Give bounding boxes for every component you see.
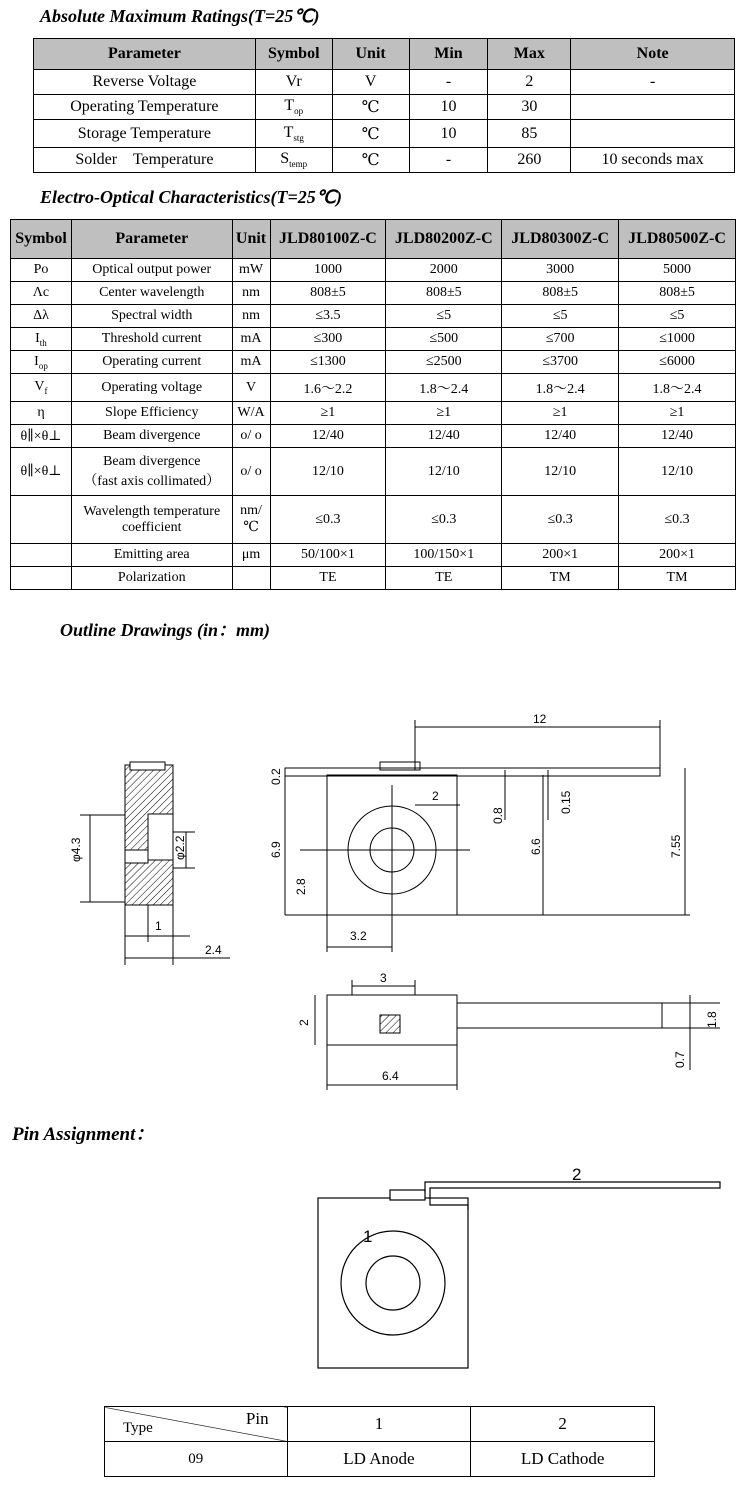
table-row bbox=[34, 95, 735, 120]
cell: mW bbox=[232, 259, 270, 282]
table-row bbox=[11, 328, 736, 351]
cell: o/ o bbox=[232, 448, 270, 496]
cell: 808±5 bbox=[619, 282, 736, 305]
type-pin-header-cell bbox=[105, 1407, 288, 1442]
cell bbox=[71, 448, 232, 496]
header-model: JLD80200Z-C bbox=[386, 220, 502, 259]
cell: 2 bbox=[488, 70, 571, 95]
symbol-main: I bbox=[34, 353, 39, 369]
table-row bbox=[11, 282, 736, 305]
cell: V bbox=[232, 374, 270, 402]
symbol-sub: f bbox=[44, 385, 48, 396]
table-row bbox=[105, 1407, 655, 1442]
dim-label: 12 bbox=[533, 712, 547, 726]
dim-label: 6.4 bbox=[382, 1069, 399, 1083]
cell: nm bbox=[232, 282, 270, 305]
eo-table bbox=[10, 219, 736, 590]
cell bbox=[571, 95, 735, 120]
header-parameter: Parameter bbox=[34, 39, 256, 70]
pin-assignment-table bbox=[104, 1406, 655, 1477]
type-label: Type bbox=[123, 1420, 153, 1436]
cell: - bbox=[409, 70, 488, 95]
cell: ≤300 bbox=[270, 328, 386, 351]
header-model: JLD80300Z-C bbox=[502, 220, 619, 259]
cell: 12/40 bbox=[270, 425, 386, 448]
symbol-main: S bbox=[280, 150, 290, 168]
symbol-main: V bbox=[34, 379, 45, 395]
cell: 1000 bbox=[270, 259, 386, 282]
cell: 12/40 bbox=[386, 425, 502, 448]
cell: μm bbox=[232, 544, 270, 567]
pin-label-2: 2 bbox=[572, 1165, 582, 1184]
table-row bbox=[11, 374, 736, 402]
dim-label: 1 bbox=[155, 919, 162, 933]
cell: Λc bbox=[11, 282, 72, 305]
cell: 808±5 bbox=[386, 282, 502, 305]
cell: 12/40 bbox=[619, 425, 736, 448]
param-line: Wavelength temperature bbox=[83, 503, 221, 519]
symbol-main: T bbox=[284, 97, 295, 115]
dim-label: 0.2 bbox=[269, 768, 283, 785]
cell: ≤700 bbox=[502, 328, 619, 351]
cell: ℃ bbox=[332, 95, 409, 120]
cell bbox=[11, 496, 72, 544]
table-row bbox=[105, 1442, 655, 1477]
cell bbox=[11, 544, 72, 567]
cell: 09 bbox=[105, 1442, 288, 1477]
cell: ≥1 bbox=[386, 402, 502, 425]
dim-label: 1.8 bbox=[705, 1011, 719, 1028]
cell: 50/100×1 bbox=[270, 544, 386, 567]
cell: 12/10 bbox=[502, 448, 619, 496]
cell bbox=[11, 351, 72, 374]
cell: TM bbox=[502, 567, 619, 590]
dim-label: 2 bbox=[297, 1019, 311, 1026]
dim-label: 0.7 bbox=[673, 1051, 687, 1068]
symbol-sub: op bbox=[38, 360, 48, 371]
cell: 3000 bbox=[502, 259, 619, 282]
param-line: Beam divergence bbox=[103, 453, 201, 469]
dim-label: 2.8 bbox=[294, 878, 308, 895]
cell: 85 bbox=[488, 120, 571, 148]
header-model: JLD80500Z-C bbox=[619, 220, 736, 259]
symbol-main: I bbox=[35, 330, 40, 346]
cell: 808±5 bbox=[502, 282, 619, 305]
cell: θ∥×θ⊥ bbox=[11, 448, 72, 496]
cell: ≤1300 bbox=[270, 351, 386, 374]
cell: Optical output power bbox=[71, 259, 232, 282]
cell: 1.8～2.4 bbox=[619, 374, 736, 402]
pin-drawing bbox=[0, 1160, 750, 1380]
cell: ≥1 bbox=[619, 402, 736, 425]
header-min: Min bbox=[409, 39, 488, 70]
cell: Center wavelength bbox=[71, 282, 232, 305]
cell: ≥1 bbox=[502, 402, 619, 425]
header-unit: Unit bbox=[332, 39, 409, 70]
cell: ≤5 bbox=[386, 305, 502, 328]
table-row bbox=[11, 351, 736, 374]
dim-label: 3 bbox=[380, 971, 387, 985]
cell bbox=[11, 567, 72, 590]
symbol-sub: th bbox=[39, 337, 47, 348]
cell: ≤2500 bbox=[386, 351, 502, 374]
cell bbox=[255, 95, 332, 120]
bottom-view-drawing bbox=[315, 980, 720, 1090]
table-row bbox=[34, 120, 735, 148]
table-row bbox=[11, 259, 736, 282]
cell: 12/10 bbox=[386, 448, 502, 496]
cell: ≤1000 bbox=[619, 328, 736, 351]
cell: Spectral width bbox=[71, 305, 232, 328]
cell: 2000 bbox=[386, 259, 502, 282]
header-symbol: Symbol bbox=[11, 220, 72, 259]
cell: TE bbox=[386, 567, 502, 590]
cell: Emitting area bbox=[71, 544, 232, 567]
cell: Reverse Voltage bbox=[34, 70, 256, 95]
header-note: Note bbox=[571, 39, 735, 70]
cell: Beam divergence bbox=[71, 425, 232, 448]
cell: TE bbox=[270, 567, 386, 590]
cell: ≤5 bbox=[619, 305, 736, 328]
cell: Solder Temperature bbox=[34, 148, 256, 173]
table-row bbox=[11, 425, 736, 448]
cell bbox=[255, 148, 332, 173]
cell: Operating current bbox=[71, 351, 232, 374]
table-row bbox=[11, 544, 736, 567]
cell: Operating Temperature bbox=[34, 95, 256, 120]
cell: mA bbox=[232, 351, 270, 374]
cell: o/ o bbox=[232, 425, 270, 448]
cell: ≤0.3 bbox=[619, 496, 736, 544]
outline-drawing bbox=[0, 690, 750, 1110]
dim-label: φ4.3 bbox=[69, 837, 83, 862]
cell bbox=[232, 567, 270, 590]
cell: ≤6000 bbox=[619, 351, 736, 374]
param-line: （fast axis collimated） bbox=[83, 473, 221, 489]
cell: 5000 bbox=[619, 259, 736, 282]
cell: η bbox=[11, 402, 72, 425]
cell: ℃ bbox=[332, 120, 409, 148]
cell: W/A bbox=[232, 402, 270, 425]
cell: 808±5 bbox=[270, 282, 386, 305]
dim-label: 7.55 bbox=[669, 834, 683, 858]
dim-label: 0.15 bbox=[559, 790, 573, 814]
cell: V bbox=[332, 70, 409, 95]
cell: nm bbox=[232, 305, 270, 328]
cell bbox=[255, 120, 332, 148]
cell: 10 seconds max bbox=[571, 148, 735, 173]
cell: 10 bbox=[409, 95, 488, 120]
cell bbox=[11, 374, 72, 402]
header-unit: Unit bbox=[232, 220, 270, 259]
pin-title: Pin Assignment： bbox=[12, 1124, 155, 1145]
symbol-sub: temp bbox=[289, 159, 308, 170]
table-row bbox=[34, 70, 735, 95]
cell: ≤500 bbox=[386, 328, 502, 351]
table-row bbox=[11, 567, 736, 590]
param-line: coefficient bbox=[121, 519, 182, 535]
dim-label: 3.2 bbox=[350, 929, 367, 943]
cell: 1.8～2.4 bbox=[386, 374, 502, 402]
cell: 100/150×1 bbox=[386, 544, 502, 567]
cell: ≤3.5 bbox=[270, 305, 386, 328]
cell: θ∥×θ⊥ bbox=[11, 425, 72, 448]
header-max: Max bbox=[488, 39, 571, 70]
cell: 10 bbox=[409, 120, 488, 148]
cell: nm/℃ bbox=[232, 496, 270, 544]
cell: 12/10 bbox=[619, 448, 736, 496]
cell: 200×1 bbox=[502, 544, 619, 567]
cell: 1.6～2.2 bbox=[270, 374, 386, 402]
header-parameter: Parameter bbox=[71, 220, 232, 259]
dim-label: 0.8 bbox=[491, 807, 505, 824]
cell: 200×1 bbox=[619, 544, 736, 567]
cell: 1 bbox=[287, 1407, 471, 1442]
cell: 12/10 bbox=[270, 448, 386, 496]
symbol-sub: op bbox=[294, 106, 304, 117]
table-row bbox=[34, 148, 735, 173]
dim-label: φ2.2 bbox=[173, 835, 187, 860]
dim-label: 6.6 bbox=[529, 838, 543, 855]
pin-label: Pin bbox=[245, 1409, 269, 1428]
symbol-sub: stg bbox=[293, 133, 304, 144]
cell: ≤5 bbox=[502, 305, 619, 328]
cell: 12/40 bbox=[502, 425, 619, 448]
eo-table-body bbox=[11, 259, 736, 590]
table-row bbox=[11, 448, 736, 496]
abs-ratings-title: Absolute Maximum Ratings(T=25℃) bbox=[40, 6, 320, 26]
cell: 260 bbox=[488, 148, 571, 173]
front-view-drawing bbox=[285, 720, 690, 952]
cell: - bbox=[571, 70, 735, 95]
table-row bbox=[11, 402, 736, 425]
cell: LD Cathode bbox=[471, 1442, 655, 1477]
cell: Polarization bbox=[71, 567, 232, 590]
cell: 1.8～2.4 bbox=[502, 374, 619, 402]
cell: Po bbox=[11, 259, 72, 282]
cell: 2 bbox=[471, 1407, 655, 1442]
dim-label: 2.4 bbox=[205, 943, 222, 957]
cell: mA bbox=[232, 328, 270, 351]
cell: - bbox=[409, 148, 488, 173]
dim-label: 6.9 bbox=[269, 841, 283, 858]
table-row bbox=[11, 305, 736, 328]
cell: Operating voltage bbox=[71, 374, 232, 402]
cell: Slope Efficiency bbox=[71, 402, 232, 425]
cell: ℃ bbox=[332, 148, 409, 173]
cell: Δλ bbox=[11, 305, 72, 328]
symbol-main: T bbox=[283, 123, 294, 141]
cell: ≤0.3 bbox=[386, 496, 502, 544]
cell: ≤0.3 bbox=[270, 496, 386, 544]
cell bbox=[11, 328, 72, 351]
cell: Threshold current bbox=[71, 328, 232, 351]
table-header-row bbox=[11, 220, 736, 259]
cell: ≤3700 bbox=[502, 351, 619, 374]
header-model: JLD80100Z-C bbox=[270, 220, 386, 259]
cell: ≥1 bbox=[270, 402, 386, 425]
dim-label: 2 bbox=[432, 789, 439, 803]
cell bbox=[71, 496, 232, 544]
table-header-row bbox=[34, 39, 735, 70]
table-row bbox=[11, 496, 736, 544]
cell bbox=[571, 120, 735, 148]
side-view-drawing bbox=[80, 762, 230, 965]
cell: LD Anode bbox=[287, 1442, 471, 1477]
cell: Storage Temperature bbox=[34, 120, 256, 148]
abs-ratings-table bbox=[33, 38, 735, 173]
cell: 30 bbox=[488, 95, 571, 120]
pin-label-1: 1 bbox=[363, 1227, 373, 1246]
outline-title: Outline Drawings (in：mm) bbox=[60, 620, 271, 640]
eo-title: Electro-Optical Characteristics(T=25℃) bbox=[40, 187, 342, 207]
cell: TM bbox=[619, 567, 736, 590]
cell: ≤0.3 bbox=[502, 496, 619, 544]
cell: Vr bbox=[255, 70, 332, 95]
header-symbol: Symbol bbox=[255, 39, 332, 70]
